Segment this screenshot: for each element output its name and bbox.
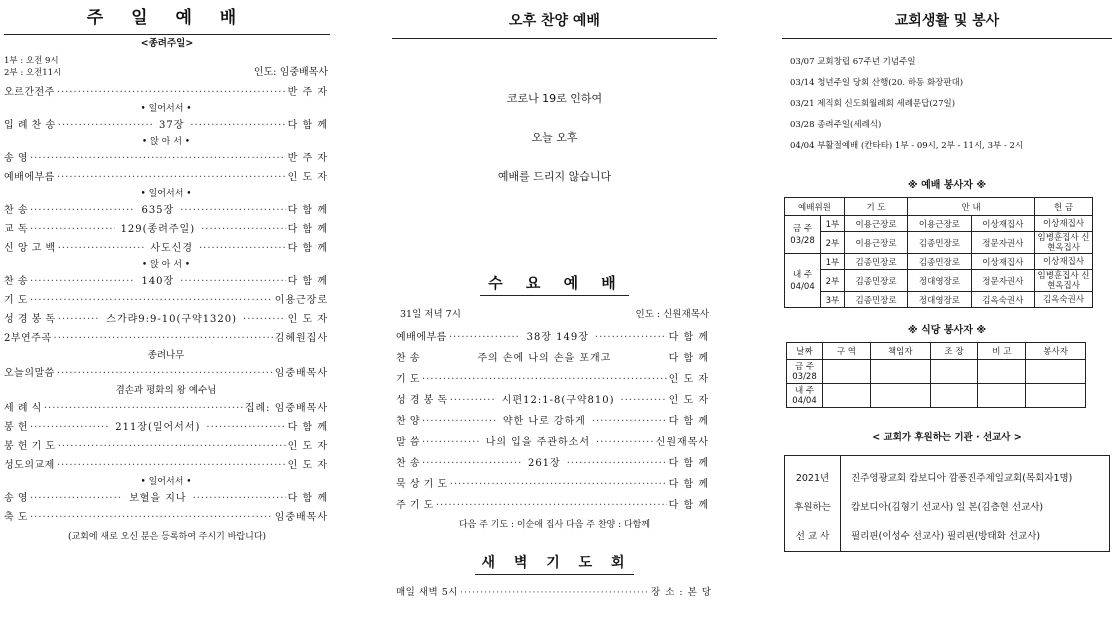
wednesday-order: [392, 327, 717, 516]
offering-person: 이상재집사: [1035, 254, 1093, 270]
order-row: [4, 364, 328, 383]
meal-header-cell: 날짜: [787, 343, 823, 360]
wednesday-worship-title: 수 요 예 배: [392, 272, 717, 296]
order-label: 예배에부름: [396, 332, 447, 343]
order-person: 반 주 자: [287, 153, 328, 164]
order-person: 다 함 께: [668, 416, 709, 427]
guide-elder: 정대영장로: [908, 292, 971, 308]
order-label: 축 도: [4, 512, 28, 523]
order-person: 이용근장로: [274, 295, 328, 306]
wednesday-row: [396, 453, 709, 474]
order-row: [4, 149, 328, 168]
wednesday-row: [396, 495, 709, 516]
order-row: [4, 437, 328, 456]
mission-box: [784, 455, 1110, 552]
order-row: [4, 201, 328, 220]
guide-deacon: 정문자권사: [971, 232, 1034, 254]
meal-cell: [930, 360, 978, 384]
meal-cell: [823, 360, 871, 384]
service-subtitle: <종려주일>: [140, 38, 194, 49]
order-person: 인 도 자: [668, 374, 709, 385]
volunteer-row: [785, 292, 1093, 308]
wednesday-row: [396, 474, 709, 495]
guide-elder: 정대영장로: [908, 270, 971, 292]
service-part: 2부: [821, 270, 845, 292]
service-time-1: 1부 : 오전 9시: [4, 56, 59, 66]
meal-date: 내 주 04/04: [787, 384, 823, 408]
week-label: 금 주 03/28: [785, 216, 821, 254]
guide-elder: 김종민장로: [908, 254, 971, 270]
order-person: 김혜원집사: [274, 333, 328, 344]
order-person: 다 함 께: [287, 120, 328, 131]
order-person: 다 함 께: [287, 243, 328, 254]
order-label: 송 영: [4, 153, 28, 164]
volunteer-row: [785, 232, 1093, 254]
prayer-person: 이용근장로: [844, 216, 907, 232]
dawn-prayer-title: 새 벽 기 도 회: [392, 552, 717, 575]
order-row: [4, 418, 328, 437]
order-person: 집례: 임중배목사: [244, 403, 328, 414]
order-label: 찬 송: [396, 353, 420, 364]
order-person: 다 함 께: [668, 500, 709, 511]
order-row: [4, 456, 328, 475]
order-person: 신원재목사: [655, 437, 709, 448]
order-label: 찬 송: [4, 205, 28, 216]
wednesday-row: [396, 348, 709, 369]
sunday-worship-title: 주 일 예 배: [86, 8, 248, 28]
sunday-worship-column: [0, 0, 334, 542]
meal-header-cell: 비 고: [978, 343, 1026, 360]
order-note: • 일어서서 •: [140, 104, 192, 114]
order-detail: 스가랴9:9-10(구약1320): [106, 314, 238, 325]
order-row: [4, 168, 328, 187]
volunteer-row: [785, 270, 1093, 292]
order-person: 인 도 자: [287, 172, 328, 183]
meal-header-cell: 책임자: [870, 343, 930, 360]
week-label: 내 주 04/04: [785, 254, 821, 308]
order-row: [4, 310, 328, 329]
order-row: [4, 489, 328, 508]
guide-deacon: 김옥숙권사: [971, 292, 1034, 308]
meal-header-cell: 조 장: [930, 343, 978, 360]
prayer-person: 김종민장로: [844, 254, 907, 270]
order-person: 다 함 께: [668, 353, 709, 364]
service-part: 1부: [821, 254, 845, 270]
order-label: 묵 상 기 도: [396, 479, 448, 490]
order-label: 기 도: [396, 374, 420, 385]
order-row: [4, 239, 328, 258]
meal-header-cell: 구 역: [823, 343, 871, 360]
order-person: 반 주 자: [287, 87, 328, 98]
dawn-prayer-row: 매일 새벽 5시 ····· 장 소 : 본 당: [396, 583, 712, 602]
order-label: 세 례 식: [4, 403, 42, 414]
news-item: 03/14 청년주일 당회 산행(20. 하동 화장판대): [790, 78, 964, 88]
cancel-message-1: 코로나 19로 인하여: [506, 92, 603, 105]
order-row: [4, 399, 328, 418]
order-label: 성도의교제: [4, 460, 55, 471]
order-person: 다 함 께: [668, 458, 709, 469]
order-detail: 주의 손에 나의 손을 포개고: [477, 353, 612, 364]
order-detail: 635장: [141, 205, 175, 216]
order-label: 성 경 봉 독: [4, 314, 56, 325]
meal-volunteers-title: ※ 식당 봉사자 ※: [907, 325, 987, 336]
news-list: [782, 52, 1112, 157]
order-label: 송 영: [4, 493, 28, 504]
order-person: 다 함 께: [668, 332, 709, 343]
order-detail: 나의 입을 주관하소서: [485, 437, 590, 448]
meal-row: [787, 384, 1086, 408]
news-item: 04/04 부활절예배 (칸타타) 1부 - 09시, 2부 - 11시, 3부 - 2시: [790, 141, 1024, 151]
guide-deacon: 이상재집사: [971, 254, 1034, 270]
th-role: 예배위원: [785, 198, 845, 216]
order-detail: 약한 나로 강하게: [502, 416, 586, 427]
meal-cell: [978, 360, 1026, 384]
wednesday-time: 31일 저녁 7시: [400, 309, 461, 320]
offering-person: 이상재집사: [1035, 216, 1093, 232]
volunteer-row: [785, 216, 1093, 232]
order-label: 찬 송: [396, 458, 420, 469]
service-part: 2부: [821, 232, 845, 254]
order-detail: 211장(일어서서): [115, 422, 201, 433]
title-divider: [392, 38, 717, 39]
order-row: [4, 220, 328, 239]
order-detail: 140장: [141, 276, 175, 287]
service-time-2: 2부 : 오전11시: [4, 68, 62, 78]
news-item: 03/28 종려주일(세례식): [790, 120, 882, 130]
order-detail: 37장: [158, 120, 185, 131]
afternoon-worship-title: 오후 찬양 예배: [509, 13, 600, 29]
meal-cell: [870, 384, 930, 408]
order-label: 찬 양: [396, 416, 420, 427]
order-person: 임중배목사: [274, 368, 328, 379]
order-label: 봉 헌 기 도: [4, 441, 56, 452]
meal-cell: [1026, 384, 1086, 408]
order-row: [4, 83, 328, 102]
wednesday-leader: 인도 : 신원재목사: [635, 309, 709, 320]
wednesday-row: [396, 411, 709, 432]
order-label: 오늘의말씀: [4, 368, 55, 379]
service-leader: 인도: 임중배목사: [253, 67, 328, 78]
order-person: 인 도 자: [287, 460, 328, 471]
offering-person: 김옥숙권사: [1035, 292, 1093, 308]
order-person: 다 함 께: [287, 422, 328, 433]
order-detail: 보혈을 지나: [129, 493, 187, 504]
meal-cell: [930, 384, 978, 408]
afternoon-worship-column: [392, 0, 717, 598]
order-label: 신 앙 고 백: [4, 243, 56, 254]
service-times: [0, 53, 334, 83]
order-note: 종려나무: [147, 350, 185, 361]
order-label: 기 도: [4, 295, 28, 306]
meal-volunteers-table: [786, 342, 1086, 408]
order-detail: 시편12:1-8(구약810): [501, 395, 615, 406]
order-detail: 261장: [527, 458, 561, 469]
worship-volunteers-title: ※ 예배 봉사자 ※: [907, 180, 987, 191]
order-label: 말 씀: [396, 437, 420, 448]
order-label: 성 경 봉 독: [396, 395, 448, 406]
order-label: 봉 헌: [4, 422, 28, 433]
meal-date: 금 주 03/28: [787, 360, 823, 384]
order-person: 다 함 께: [287, 493, 328, 504]
order-person: 인 도 자: [668, 395, 709, 406]
order-row: [4, 508, 328, 527]
next-week-note: 다음 주 기도 : 이순애 집사 다음 주 찬양 : 다함께: [458, 520, 651, 530]
order-label: 오르간전주: [4, 87, 55, 98]
mission-label-line: 후원하는: [794, 502, 831, 513]
order-row: [4, 116, 328, 135]
mission-entry: 캄보디아(김형기 선교사) 일 본(김층현 선교사): [851, 502, 1044, 513]
service-part: 1부: [821, 216, 845, 232]
wednesday-row: [396, 432, 709, 453]
order-note: • 일어서서 •: [140, 477, 192, 487]
cancel-message-2: 오늘 오후: [531, 131, 578, 144]
order-row: [4, 291, 328, 310]
order-of-service: [0, 83, 334, 527]
wednesday-row: [396, 390, 709, 411]
order-label: 예배에부름: [4, 172, 55, 183]
wednesday-row: [396, 327, 709, 348]
order-row: [4, 329, 328, 348]
th-offering: 헌 금: [1035, 198, 1093, 216]
mission-label-line: 선 교 사: [795, 531, 830, 542]
guide-deacon: 이상재집사: [971, 216, 1034, 232]
order-label: 주 기 도: [396, 500, 434, 511]
meal-cell: [823, 384, 871, 408]
order-note: • 일어서서 •: [140, 189, 192, 199]
volunteer-row: [785, 254, 1093, 270]
meal-cell: [870, 360, 930, 384]
wednesday-header: [392, 305, 717, 324]
mission-entry: 필리핀(이성수 선교사) 필리핀(방태화 선교사): [851, 531, 1041, 542]
offering-person: 임병훈집사 신현옥집사: [1035, 232, 1093, 254]
mission-title: < 교회가 후원하는 기관 · 선교사 >: [872, 432, 1022, 443]
mission-label-line: 2021년: [795, 473, 830, 484]
order-note: • 앉 아 서 •: [141, 260, 191, 270]
order-person: 다 함 께: [287, 205, 328, 216]
welcome-note: (교회에 새로 오신 분은 등록하여 주시기 바랍니다): [67, 532, 267, 542]
title-divider: [782, 38, 1112, 39]
worship-volunteers-table: [784, 197, 1093, 308]
service-part: 3부: [821, 292, 845, 308]
meal-header-cell: 봉사자: [1026, 343, 1086, 360]
news-item: 03/21 제직회 신도회월례회 세례문답(27일): [790, 99, 956, 109]
order-person: 임중배목사: [274, 512, 328, 523]
order-person: 인 도 자: [287, 441, 328, 452]
order-detail: 38장 149장: [526, 332, 589, 343]
order-label: 2부연주곡: [4, 333, 52, 344]
order-label: 찬 송: [4, 276, 28, 287]
order-note: 겸손과 평화의 왕 예수님: [115, 385, 217, 396]
meal-cell: [978, 384, 1026, 408]
guide-elder: 이용근장로: [908, 216, 971, 232]
order-person: 다 함 께: [287, 276, 328, 287]
church-life-column: [782, 0, 1112, 552]
order-label: 교 독: [4, 224, 28, 235]
guide-elder: 김종민장로: [908, 232, 971, 254]
prayer-person: 김종민장로: [844, 292, 907, 308]
order-person: 다 함 께: [668, 479, 709, 490]
meal-cell: [1026, 360, 1086, 384]
mission-entry: 진주영광교회 캄보디아 깜퐁진주제일교회(목회자1명): [851, 473, 1073, 484]
order-note: • 앉 아 서 •: [141, 137, 191, 147]
news-item: 03/07 교회창립 67주년 기념주일: [790, 57, 916, 67]
order-row: [4, 272, 328, 291]
mission-list: [841, 456, 1109, 551]
meal-row: [787, 360, 1086, 384]
order-person: 인 도 자: [287, 314, 328, 325]
guide-deacon: 정문자권사: [971, 270, 1034, 292]
offering-person: 임병훈집사 신현옥집사: [1035, 270, 1093, 292]
order-label: 입 례 찬 송: [4, 120, 56, 131]
order-detail: 129(종려주일): [120, 224, 196, 235]
church-life-title: 교회생활 및 봉사: [894, 13, 1000, 29]
mission-label: [785, 456, 841, 551]
th-guide: 안 내: [908, 198, 1035, 216]
th-prayer: 기 도: [844, 198, 907, 216]
prayer-person: 김종민장로: [844, 270, 907, 292]
order-detail: 사도신경: [150, 243, 193, 254]
prayer-person: 이용근장로: [844, 232, 907, 254]
wednesday-row: [396, 369, 709, 390]
order-person: 다 함 께: [287, 224, 328, 235]
cancel-message-3: 예배를 드리지 않습니다: [497, 170, 612, 183]
